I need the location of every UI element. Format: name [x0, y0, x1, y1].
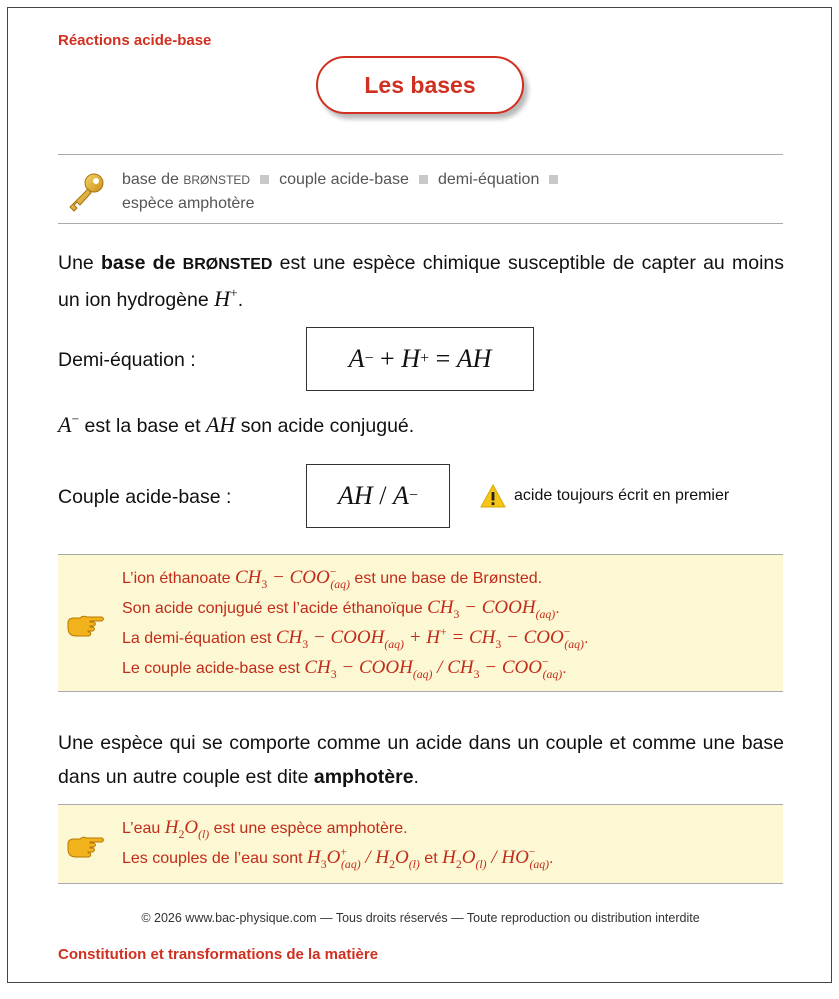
warning-note: [480, 484, 729, 508]
keywords-line-1: [122, 171, 568, 189]
formula-sub: 3: [320, 857, 327, 871]
formula-sub: 2: [178, 827, 185, 841]
formula-part: H: [164, 817, 179, 838]
formula-part: H: [442, 847, 456, 868]
formula-sup: +: [340, 845, 348, 859]
formula-part: H: [307, 847, 321, 868]
pointing-hand-icon: [66, 834, 106, 858]
formula-part: − COOH: [336, 657, 413, 678]
couple-label: Couple acide-base :: [58, 486, 232, 508]
example-line-4: [122, 653, 588, 683]
text: Une espèce qui se comporte comme un acide dans un couple et comme une base dans un autre couple est dite: [58, 732, 784, 788]
formula: [442, 845, 550, 871]
formula-sup: −: [541, 655, 549, 669]
demi-equation-box: A − + H + = AH: [306, 327, 534, 391]
copyright-notice: © 2026 www.bac-physique.com — Tous droits réservés — Toute reproduction ou distribution interdite: [141, 911, 700, 925]
formula-part: / CH: [432, 657, 474, 678]
formula-h-plus: [214, 286, 238, 311]
formula-part: − COOH: [459, 597, 536, 618]
formula-part: A: [392, 481, 409, 510]
formula-sub: 3: [261, 577, 268, 591]
formula-part: A: [348, 344, 365, 373]
keyword-separator: [419, 175, 428, 184]
term-amphotere: amphotère: [313, 766, 414, 788]
keywords-line-2: [122, 195, 255, 213]
formula-sup: +: [440, 625, 447, 639]
formula-a-minus: [58, 412, 79, 437]
formula-sub: (aq): [529, 857, 550, 871]
formula-sub: (l): [475, 857, 487, 871]
formula-sub: 2: [455, 857, 462, 871]
formula-part: − COO: [501, 627, 564, 648]
formula-part: CH: [427, 597, 454, 618]
formula-part: − COO: [479, 657, 542, 678]
formula-op: +: [373, 344, 402, 373]
formula: [164, 817, 210, 841]
formula-sup: +: [230, 285, 238, 301]
formula-part: / HO: [486, 847, 529, 868]
keyword-amphotere: espèce amphotère: [122, 195, 255, 212]
page-title-text: Les bases: [364, 71, 476, 98]
text: Le couple acide-base est: [122, 660, 305, 677]
demi-equation-label: Demi-équation :: [58, 349, 196, 371]
formula-part: + H: [403, 627, 440, 648]
formula-part: H: [214, 286, 231, 311]
example-lines: [122, 563, 588, 683]
text: .: [562, 660, 567, 677]
example-line-1: [122, 813, 554, 843]
formula-sub: (aq): [412, 667, 433, 681]
formula-sup: −: [563, 625, 571, 639]
example-line-1: [122, 563, 588, 593]
formula: [307, 845, 420, 871]
text: son acide conjugué.: [235, 415, 415, 437]
formula-part: A: [58, 412, 72, 437]
formula-sub: 3: [473, 667, 480, 681]
formula-part: O: [326, 847, 341, 868]
formula-sup: −: [528, 845, 536, 859]
formula-part: AH: [456, 344, 492, 373]
formula-sup: −: [329, 565, 337, 579]
text: .: [555, 600, 560, 617]
formula-op: /: [372, 481, 393, 510]
formula-part: − COOH: [308, 627, 385, 648]
definition-paragraph: [58, 246, 784, 317]
formula-op: =: [429, 344, 457, 373]
keyword-demi-equation: demi-équation: [437, 171, 540, 188]
formula-sub: (aq): [384, 637, 404, 651]
text: est la base et: [79, 415, 206, 437]
formula-part: CH: [304, 657, 331, 678]
keyword-bronsted: BRØNSTED: [183, 173, 251, 187]
text: Les couples de l’eau sont: [122, 850, 308, 867]
formula: [235, 565, 350, 591]
text: Une: [58, 252, 101, 274]
formula-sub: 3: [302, 637, 309, 651]
formula: [427, 597, 556, 621]
text: est une espèce amphotère.: [209, 820, 408, 837]
formula-part: O: [395, 847, 409, 868]
keyword-base: base de: [122, 171, 179, 188]
formula-sub: (l): [408, 857, 420, 871]
warning-text: acide toujours écrit en premier: [514, 487, 730, 504]
formula-sup: −: [71, 411, 80, 427]
keywords-box: [58, 154, 783, 224]
formula-sub: 3: [495, 637, 502, 651]
example-lines: [122, 813, 554, 873]
formula-part: CH: [235, 567, 262, 588]
formula-part: = CH: [446, 627, 496, 648]
formula: [275, 625, 584, 651]
formula-part: CH: [275, 627, 303, 648]
formula-part: / H: [360, 847, 390, 868]
amphoteric-paragraph: [58, 726, 784, 794]
base-sentence: [58, 408, 784, 443]
formula-part: − COO: [267, 567, 330, 588]
warning-icon: [480, 484, 506, 508]
text: .: [549, 850, 554, 867]
keyword-couple: couple acide-base: [279, 171, 409, 188]
text: est une base de Brønsted.: [349, 570, 543, 587]
document-page: [7, 7, 832, 983]
formula-sub: (aq): [341, 857, 361, 871]
text: .: [583, 630, 589, 647]
keyword-separator: [549, 175, 558, 184]
page-title: [316, 56, 524, 114]
chapter-heading: Réactions acide-base: [58, 32, 212, 49]
pointing-hand-icon: [66, 613, 106, 637]
example-line-3: [122, 623, 588, 653]
formula-sub: 3: [453, 607, 460, 621]
term-bronsted: BRØNSTED: [182, 256, 273, 273]
text: L’eau: [122, 820, 165, 837]
text: est une espèce chimique susceptible de capter au moins un ion hydrogène: [58, 252, 784, 311]
formula-sub: (aq): [330, 577, 350, 591]
formula-sub: (aq): [542, 667, 563, 681]
key-icon: [64, 171, 108, 215]
formula-part: O: [461, 847, 476, 868]
keyword-separator: [260, 175, 269, 184]
text: .: [413, 766, 419, 788]
text: La demi-équation est: [122, 630, 276, 647]
example-line-2: [122, 593, 588, 623]
footer-chapter: Constitution et transformations de la matière: [58, 946, 379, 963]
formula-sub: (aq): [535, 607, 556, 621]
example-box-ethanoate: [58, 554, 783, 692]
formula-part: H: [401, 344, 420, 373]
example-line-2: [122, 843, 554, 873]
formula-sub: 3: [330, 667, 337, 681]
text: Son acide conjugué est l’acide éthanoïque: [122, 600, 428, 617]
formula-sub: (l): [198, 827, 210, 841]
text: L’ion éthanoate: [122, 570, 235, 587]
couple-box: AH / A −: [306, 464, 450, 528]
formula: [304, 655, 563, 681]
formula-ah: AH: [205, 412, 236, 437]
formula-part: AH: [338, 481, 373, 510]
text: .: [237, 289, 244, 311]
formula-sub: (aq): [564, 637, 584, 651]
formula-part: O: [184, 817, 199, 838]
text: et: [419, 850, 443, 867]
example-box-water: [58, 804, 783, 884]
formula-sub: 2: [389, 857, 396, 871]
term-base-de: base de: [101, 252, 183, 274]
